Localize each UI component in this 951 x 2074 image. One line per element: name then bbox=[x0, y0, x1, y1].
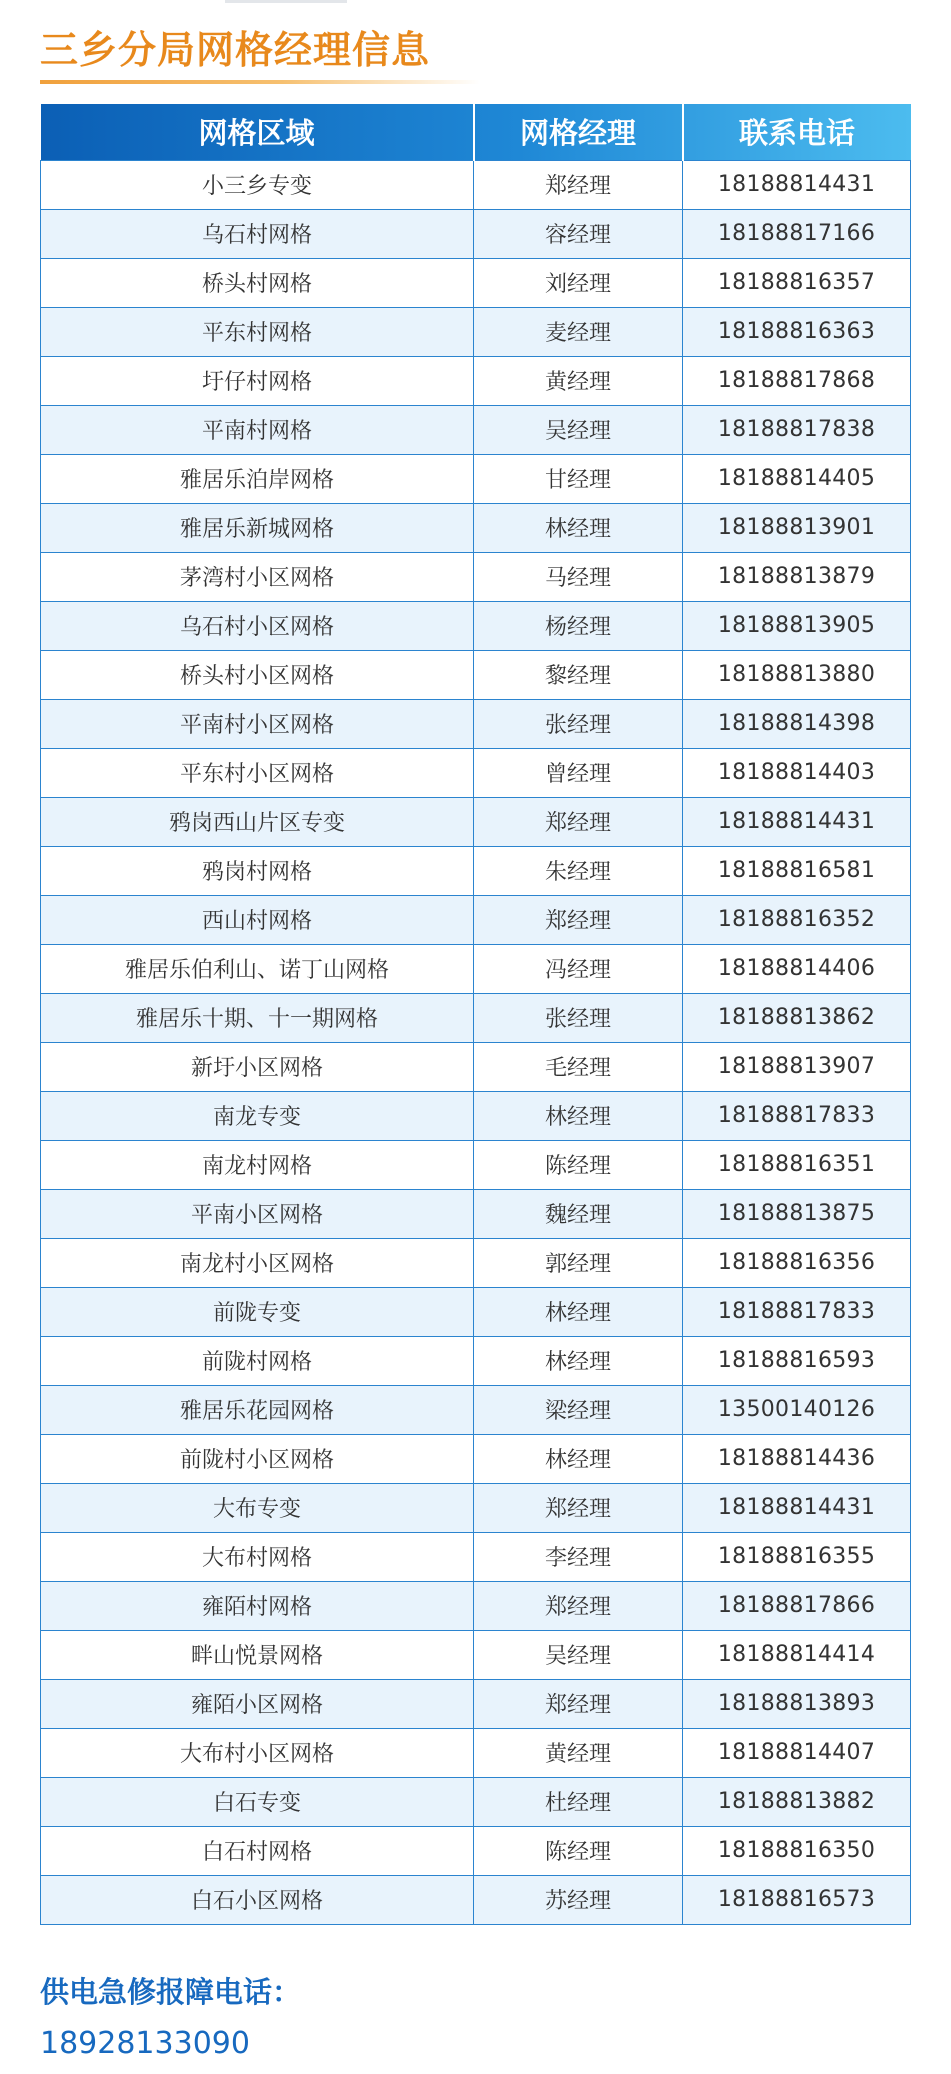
cell-grid-manager: 吴经理 bbox=[474, 405, 683, 454]
cell-grid-area: 大布村网格 bbox=[41, 1532, 474, 1581]
cell-grid-manager: 容经理 bbox=[474, 209, 683, 258]
table-row bbox=[41, 1140, 911, 1189]
cell-grid-manager: 朱经理 bbox=[474, 846, 683, 895]
table-row bbox=[41, 1385, 911, 1434]
cell-grid-area: 白石村网格 bbox=[41, 1826, 474, 1875]
table-row bbox=[41, 1189, 911, 1238]
cell-grid-manager: 刘经理 bbox=[474, 258, 683, 307]
table-row bbox=[41, 258, 911, 307]
cell-grid-area: 白石专变 bbox=[41, 1777, 474, 1826]
header-grid-manager: 网格经理 bbox=[474, 104, 683, 160]
cell-grid-area: 雍陌小区网格 bbox=[41, 1679, 474, 1728]
repair-hotline-number[interactable]: 18928133090 bbox=[40, 2026, 250, 2061]
cell-grid-area: 桥头村小区网格 bbox=[41, 650, 474, 699]
cell-grid-manager: 曾经理 bbox=[474, 748, 683, 797]
cell-grid-manager: 麦经理 bbox=[474, 307, 683, 356]
cell-contact-phone[interactable]: 18188813907 bbox=[683, 1042, 911, 1091]
cell-contact-phone[interactable]: 18188817868 bbox=[683, 356, 911, 405]
table-row bbox=[41, 1728, 911, 1777]
cell-contact-phone[interactable]: 18188817166 bbox=[683, 209, 911, 258]
cell-grid-area: 南龙村小区网格 bbox=[41, 1238, 474, 1287]
cell-grid-manager: 苏经理 bbox=[474, 1875, 683, 1924]
table-row bbox=[41, 1679, 911, 1728]
cell-grid-manager: 马经理 bbox=[474, 552, 683, 601]
cell-grid-manager: 陈经理 bbox=[474, 1826, 683, 1875]
cell-grid-area: 新圩小区网格 bbox=[41, 1042, 474, 1091]
cell-grid-area: 小三乡专变 bbox=[41, 160, 474, 209]
cell-grid-manager: 梁经理 bbox=[474, 1385, 683, 1434]
cell-contact-phone[interactable]: 18188816593 bbox=[683, 1336, 911, 1385]
cell-contact-phone[interactable]: 18188817833 bbox=[683, 1287, 911, 1336]
cell-grid-area: 雅居乐泊岸网格 bbox=[41, 454, 474, 503]
table-row bbox=[41, 1434, 911, 1483]
cell-grid-area: 平南村网格 bbox=[41, 405, 474, 454]
cell-grid-manager: 林经理 bbox=[474, 1287, 683, 1336]
cell-contact-phone[interactable]: 18188816573 bbox=[683, 1875, 911, 1924]
table-row bbox=[41, 1532, 911, 1581]
cell-contact-phone[interactable]: 18188813905 bbox=[683, 601, 911, 650]
table-row bbox=[41, 650, 911, 699]
page-title: 三乡分局网格经理信息 bbox=[40, 28, 431, 72]
cell-grid-area: 圩仔村网格 bbox=[41, 356, 474, 405]
table-row bbox=[41, 1777, 911, 1826]
cell-contact-phone[interactable]: 18188814405 bbox=[683, 454, 911, 503]
table-row bbox=[41, 944, 911, 993]
cell-grid-manager: 林经理 bbox=[474, 503, 683, 552]
cell-contact-phone[interactable]: 18188813882 bbox=[683, 1777, 911, 1826]
cell-grid-area: 畔山悦景网格 bbox=[41, 1630, 474, 1679]
grid-manager-table bbox=[40, 104, 911, 1925]
cell-grid-area: 雅居乐新城网格 bbox=[41, 503, 474, 552]
cell-grid-manager: 郑经理 bbox=[474, 895, 683, 944]
cell-contact-phone[interactable]: 18188814436 bbox=[683, 1434, 911, 1483]
cell-contact-phone[interactable]: 18188817866 bbox=[683, 1581, 911, 1630]
cell-contact-phone[interactable]: 18188816355 bbox=[683, 1532, 911, 1581]
cell-contact-phone[interactable]: 18188816363 bbox=[683, 307, 911, 356]
cell-contact-phone[interactable]: 18188814431 bbox=[683, 1483, 911, 1532]
cell-grid-manager: 杜经理 bbox=[474, 1777, 683, 1826]
table-row bbox=[41, 405, 911, 454]
cell-grid-area: 平东村小区网格 bbox=[41, 748, 474, 797]
cell-grid-area: 鸦岗西山片区专变 bbox=[41, 797, 474, 846]
table-row bbox=[41, 1483, 911, 1532]
cell-grid-area: 雍陌村网格 bbox=[41, 1581, 474, 1630]
cell-grid-manager: 黄经理 bbox=[474, 356, 683, 405]
table-row bbox=[41, 307, 911, 356]
cell-grid-manager: 冯经理 bbox=[474, 944, 683, 993]
cell-grid-area: 平东村网格 bbox=[41, 307, 474, 356]
cell-contact-phone[interactable]: 18188817838 bbox=[683, 405, 911, 454]
cell-contact-phone[interactable]: 18188813862 bbox=[683, 993, 911, 1042]
cell-grid-manager: 郑经理 bbox=[474, 797, 683, 846]
cell-grid-area: 乌石村小区网格 bbox=[41, 601, 474, 650]
cell-contact-phone[interactable]: 18188814406 bbox=[683, 944, 911, 993]
cell-grid-area: 桥头村网格 bbox=[41, 258, 474, 307]
cell-contact-phone[interactable]: 18188813875 bbox=[683, 1189, 911, 1238]
cell-grid-manager: 林经理 bbox=[474, 1336, 683, 1385]
cell-grid-area: 雅居乐伯利山、诺丁山网格 bbox=[41, 944, 474, 993]
cell-grid-manager: 张经理 bbox=[474, 699, 683, 748]
table-row bbox=[41, 454, 911, 503]
cell-contact-phone[interactable]: 18188816352 bbox=[683, 895, 911, 944]
table-row bbox=[41, 846, 911, 895]
header-contact-phone: 联系电话 bbox=[738, 116, 855, 151]
cell-grid-manager: 黄经理 bbox=[474, 1728, 683, 1777]
cell-grid-manager: 郑经理 bbox=[474, 160, 683, 209]
cell-grid-manager: 郑经理 bbox=[474, 1581, 683, 1630]
top-tab-indicator bbox=[225, 0, 347, 3]
table-row bbox=[41, 160, 911, 209]
cell-grid-area: 白石小区网格 bbox=[41, 1875, 474, 1924]
cell-grid-manager: 陈经理 bbox=[474, 1140, 683, 1189]
table-row bbox=[41, 1238, 911, 1287]
table-row bbox=[41, 209, 911, 258]
cell-grid-area: 前陇村网格 bbox=[41, 1336, 474, 1385]
cell-grid-area: 雅居乐十期、十一期网格 bbox=[41, 993, 474, 1042]
table-row bbox=[41, 993, 911, 1042]
cell-grid-area: 平南村小区网格 bbox=[41, 699, 474, 748]
table-row bbox=[41, 1336, 911, 1385]
table-body bbox=[41, 160, 911, 1924]
cell-grid-manager: 杨经理 bbox=[474, 601, 683, 650]
cell-grid-area: 大布村小区网格 bbox=[41, 1728, 474, 1777]
cell-grid-area: 南龙专变 bbox=[41, 1091, 474, 1140]
cell-grid-manager: 林经理 bbox=[474, 1091, 683, 1140]
table-row bbox=[41, 356, 911, 405]
cell-grid-area: 乌石村网格 bbox=[41, 209, 474, 258]
cell-grid-area: 前陇村小区网格 bbox=[41, 1434, 474, 1483]
table-row bbox=[41, 552, 911, 601]
table-row bbox=[41, 1091, 911, 1140]
cell-grid-manager: 黎经理 bbox=[474, 650, 683, 699]
cell-contact-phone[interactable]: 18188816356 bbox=[683, 1238, 911, 1287]
repair-hotline-label: 供电急修报障电话： bbox=[40, 1975, 302, 2009]
table-row bbox=[41, 797, 911, 846]
cell-contact-phone[interactable]: 18188813879 bbox=[683, 552, 911, 601]
cell-grid-manager: 吴经理 bbox=[474, 1630, 683, 1679]
cell-contact-phone[interactable]: 18188814403 bbox=[683, 748, 911, 797]
title-underline bbox=[40, 80, 480, 84]
table-row bbox=[41, 1581, 911, 1630]
cell-contact-phone[interactable]: 18188813893 bbox=[683, 1679, 911, 1728]
table-header bbox=[41, 104, 911, 160]
cell-contact-phone[interactable]: 18188813901 bbox=[683, 503, 911, 552]
cell-contact-phone[interactable]: 18188814431 bbox=[683, 797, 911, 846]
table-row bbox=[41, 1875, 911, 1924]
table-row bbox=[41, 699, 911, 748]
cell-grid-area: 南龙村网格 bbox=[41, 1140, 474, 1189]
cell-grid-manager: 毛经理 bbox=[474, 1042, 683, 1091]
cell-grid-area: 茅湾村小区网格 bbox=[41, 552, 474, 601]
cell-grid-area: 鸦岗村网格 bbox=[41, 846, 474, 895]
table-header-row bbox=[41, 104, 911, 160]
cell-grid-area: 大布专变 bbox=[41, 1483, 474, 1532]
cell-contact-phone[interactable]: 18188817833 bbox=[683, 1091, 911, 1140]
cell-contact-phone[interactable]: 13500140126 bbox=[683, 1385, 911, 1434]
cell-contact-phone[interactable]: 18188816357 bbox=[683, 258, 911, 307]
cell-contact-phone[interactable]: 18188813880 bbox=[683, 650, 911, 699]
table-row bbox=[41, 1042, 911, 1091]
cell-grid-area: 雅居乐花园网格 bbox=[41, 1385, 474, 1434]
cell-grid-manager: 张经理 bbox=[474, 993, 683, 1042]
table-row bbox=[41, 1630, 911, 1679]
cell-contact-phone[interactable]: 18188814407 bbox=[683, 1728, 911, 1777]
cell-grid-manager: 郑经理 bbox=[474, 1679, 683, 1728]
table-row bbox=[41, 1826, 911, 1875]
cell-grid-manager: 郭经理 bbox=[474, 1238, 683, 1287]
cell-contact-phone[interactable]: 18188816350 bbox=[683, 1826, 911, 1875]
table-row bbox=[41, 895, 911, 944]
table-row bbox=[41, 503, 911, 552]
cell-grid-manager: 魏经理 bbox=[474, 1189, 683, 1238]
cell-contact-phone[interactable]: 18188814431 bbox=[683, 160, 911, 209]
cell-grid-area: 平南小区网格 bbox=[41, 1189, 474, 1238]
table-row bbox=[41, 748, 911, 797]
cell-contact-phone[interactable]: 18188814414 bbox=[683, 1630, 911, 1679]
cell-grid-manager: 林经理 bbox=[474, 1434, 683, 1483]
cell-grid-manager: 李经理 bbox=[474, 1532, 683, 1581]
table-row bbox=[41, 1287, 911, 1336]
header-grid-area: 网格区域 bbox=[41, 104, 474, 160]
cell-grid-area: 西山村网格 bbox=[41, 895, 474, 944]
table-row bbox=[41, 601, 911, 650]
cell-contact-phone[interactable]: 18188814398 bbox=[683, 699, 911, 748]
cell-grid-area: 前陇专变 bbox=[41, 1287, 474, 1336]
cell-grid-manager: 甘经理 bbox=[474, 454, 683, 503]
cell-grid-manager: 郑经理 bbox=[474, 1483, 683, 1532]
cell-contact-phone[interactable]: 18188816351 bbox=[683, 1140, 911, 1189]
cell-contact-phone[interactable]: 18188816581 bbox=[683, 846, 911, 895]
